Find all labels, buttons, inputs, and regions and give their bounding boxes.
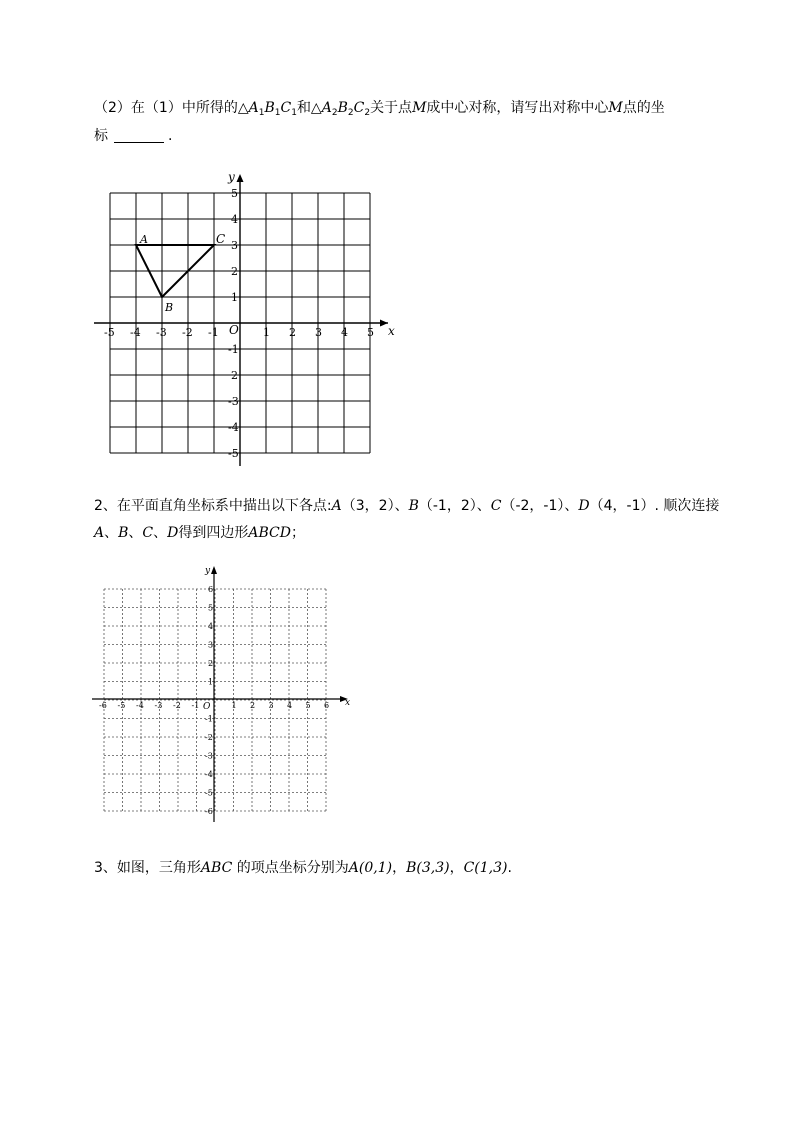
graph-2-x-tick-label: -2 bbox=[173, 701, 181, 710]
q2-mid: 和△ bbox=[296, 100, 322, 116]
graph-1-x-arrow-icon bbox=[380, 320, 388, 327]
graph-2-x-tick-label: -1 bbox=[191, 701, 200, 710]
graph-1-x-tick-label: -2 bbox=[182, 326, 193, 339]
q2-prefix: （2）在（1）中所得的△ bbox=[94, 100, 249, 116]
graph-1-y-tick-label: 2 bbox=[231, 369, 238, 382]
q2-suffix1: 关于点 bbox=[370, 100, 413, 116]
graph-2-y-tick-label: -6 bbox=[205, 807, 213, 816]
t1-a: A bbox=[248, 100, 259, 116]
q3-l2-b: B bbox=[118, 525, 129, 541]
q4-sep1: ， bbox=[392, 860, 407, 876]
q3-sep1: 、 bbox=[104, 525, 119, 541]
t2-a-sub: 2 bbox=[331, 108, 338, 118]
graph-1-y-tick-label: 5 bbox=[231, 187, 238, 200]
label-point-a: A bbox=[140, 233, 148, 246]
q3-a-coord: （3，2）、 bbox=[341, 498, 409, 514]
question-3-line-1 bbox=[94, 496, 719, 516]
graph-1-y-label: y bbox=[228, 170, 235, 184]
graph-2-x-tick-label: -5 bbox=[117, 701, 126, 710]
q3-point-b: B bbox=[408, 498, 419, 514]
point-m-2: M bbox=[608, 100, 623, 116]
label-point-b: B bbox=[165, 301, 174, 314]
q3-l2-a: A bbox=[94, 525, 105, 541]
t2-a: A bbox=[321, 100, 332, 116]
graph-1-x-tick-label: -3 bbox=[156, 326, 167, 339]
q4-triangle-name: ABC bbox=[200, 860, 233, 876]
graph-2-y-tick-label: -5 bbox=[205, 788, 213, 798]
q4-a-coord: (0,1) bbox=[358, 860, 393, 876]
graph-2-x-tick-label: -4 bbox=[136, 701, 144, 710]
graph-1-x-tick-label: 4 bbox=[341, 326, 348, 339]
q3-quad-name: ABCD bbox=[248, 525, 291, 541]
q4-mid: 的项点坐标分别为 bbox=[232, 860, 349, 876]
t2-c-sub: 2 bbox=[364, 108, 371, 118]
t1-c-sub: 1 bbox=[291, 108, 297, 118]
t2-b: B bbox=[337, 100, 348, 116]
graph-2-y-tick-label: 6 bbox=[208, 585, 214, 594]
graph-1 bbox=[94, 170, 395, 466]
q4-sep2: ， bbox=[449, 860, 464, 876]
graph-1-y-tick-label: 2 bbox=[231, 265, 238, 278]
graph-1-x-tick-label: -4 bbox=[130, 326, 141, 339]
q2-suffix2: 成中心对称，请写出对称中心 bbox=[426, 100, 609, 116]
t2-c: C bbox=[353, 100, 365, 116]
graph-1-y-tick-label: 1 bbox=[231, 291, 238, 304]
graph-2-grid bbox=[104, 589, 326, 811]
point-m: M bbox=[412, 100, 427, 116]
graph-1-y-arrow-icon bbox=[237, 174, 244, 182]
graph-2-y-tick-label: 2 bbox=[208, 659, 214, 668]
graph-2 bbox=[92, 566, 350, 822]
graph-2-y-tick-label: -4 bbox=[205, 770, 213, 779]
q4-b-coord: (3,3) bbox=[416, 860, 450, 876]
q3-point-a: A bbox=[331, 498, 342, 514]
q4-point-a: A bbox=[348, 860, 359, 876]
graph-2-y-tick-label: 1 bbox=[208, 677, 214, 687]
graph-2-y-label: y bbox=[205, 566, 211, 576]
graph-2-x-tick-label: 1 bbox=[231, 701, 237, 710]
q3-c-coord: （-2，-1）、 bbox=[501, 498, 579, 514]
graph-2-y-arrow-icon bbox=[211, 566, 217, 574]
graph-2-y-tick-label: -3 bbox=[205, 751, 213, 761]
t1-a-sub: 1 bbox=[258, 108, 265, 118]
graph-1-x-tick-label: -1 bbox=[208, 326, 219, 339]
q3-b-coord: （-1，2）、 bbox=[418, 498, 491, 514]
graph-1-y-tick-label: -3 bbox=[228, 395, 239, 408]
graph-1-x-tick-label: 5 bbox=[367, 326, 374, 339]
graph-1-y-tick-label: -5 bbox=[228, 447, 239, 460]
graph-2-axes bbox=[92, 572, 344, 822]
graph-2-x-label: x bbox=[345, 698, 351, 708]
graph-2-y-tick-label: -2 bbox=[205, 733, 213, 742]
q3-d-coord: （4，-1）. 顺次连接 bbox=[589, 498, 720, 514]
graph-1-y-tick-label: -4 bbox=[228, 421, 239, 434]
graph-2-x-tick-label: 6 bbox=[324, 701, 330, 710]
graph-1-origin: O bbox=[229, 323, 239, 337]
graph-2-origin: O bbox=[203, 702, 211, 712]
q4-prefix: 3、如图，三角形 bbox=[94, 860, 201, 876]
q4-end: . bbox=[507, 860, 512, 876]
graph-1-x-tick-label: 3 bbox=[315, 326, 322, 339]
t1-c: C bbox=[280, 100, 292, 116]
graph-2-x-tick-label: -3 bbox=[154, 701, 163, 710]
graph-1-y-tick-label: 3 bbox=[231, 239, 238, 252]
label-point-c: C bbox=[216, 232, 226, 246]
q4-point-b: B bbox=[406, 860, 417, 876]
graph-1-y-tick-label: 4 bbox=[231, 213, 238, 226]
graph-2-x-tick-label: -6 bbox=[99, 701, 107, 710]
q3-l2-end: ； bbox=[290, 525, 305, 541]
graph-1-y-tick-label: -1 bbox=[228, 343, 239, 356]
graph-2-y-tick-label: 4 bbox=[208, 622, 214, 631]
q3-point-d: D bbox=[578, 498, 590, 514]
graph-1-x-tick-label: 1 bbox=[263, 326, 270, 339]
q3-l2-d: D bbox=[167, 525, 179, 541]
q2-line2-end: . bbox=[168, 128, 173, 144]
t2-b-sub: 2 bbox=[347, 108, 354, 118]
graph-1-x-tick-label: -5 bbox=[104, 326, 115, 339]
q2-suffix3: 点的坐 bbox=[622, 100, 665, 116]
q3-sep3: 、 bbox=[153, 525, 168, 541]
graph-1-x-tick-label: 2 bbox=[289, 326, 296, 339]
q4-point-c: C bbox=[463, 860, 475, 876]
graph-2-x-tick-label: 4 bbox=[287, 701, 293, 710]
graph-2-y-ticks bbox=[205, 585, 213, 816]
q3-l2-c: C bbox=[142, 525, 154, 541]
q3-sep2: 、 bbox=[128, 525, 143, 541]
t1-b-sub: 1 bbox=[274, 108, 281, 118]
graph-1-x-ticks bbox=[104, 326, 374, 339]
graph-2-y-tick-label: 5 bbox=[208, 603, 214, 613]
graph-2-x-tick-label: 2 bbox=[250, 701, 256, 710]
q2-line2-start: 标 bbox=[94, 128, 108, 144]
q3-point-c: C bbox=[490, 498, 502, 514]
question-4-line-1 bbox=[94, 858, 512, 878]
graph-1-x-label: x bbox=[388, 324, 395, 338]
graph-2-x-tick-label: 3 bbox=[268, 701, 274, 710]
graph-2-y-tick-label: -1 bbox=[205, 714, 213, 724]
graph-2-y-tick-label: 3 bbox=[208, 640, 214, 650]
graph-2-x-tick-label: 5 bbox=[305, 701, 311, 710]
q3-l2-mid: 得到四边形 bbox=[178, 525, 249, 541]
question-3-line-2 bbox=[94, 523, 305, 543]
q3-text: 2、在平面直角坐标系中描出以下各点: bbox=[94, 498, 332, 514]
t1-b: B bbox=[264, 100, 275, 116]
q4-c-coord: (1,3) bbox=[474, 860, 508, 876]
